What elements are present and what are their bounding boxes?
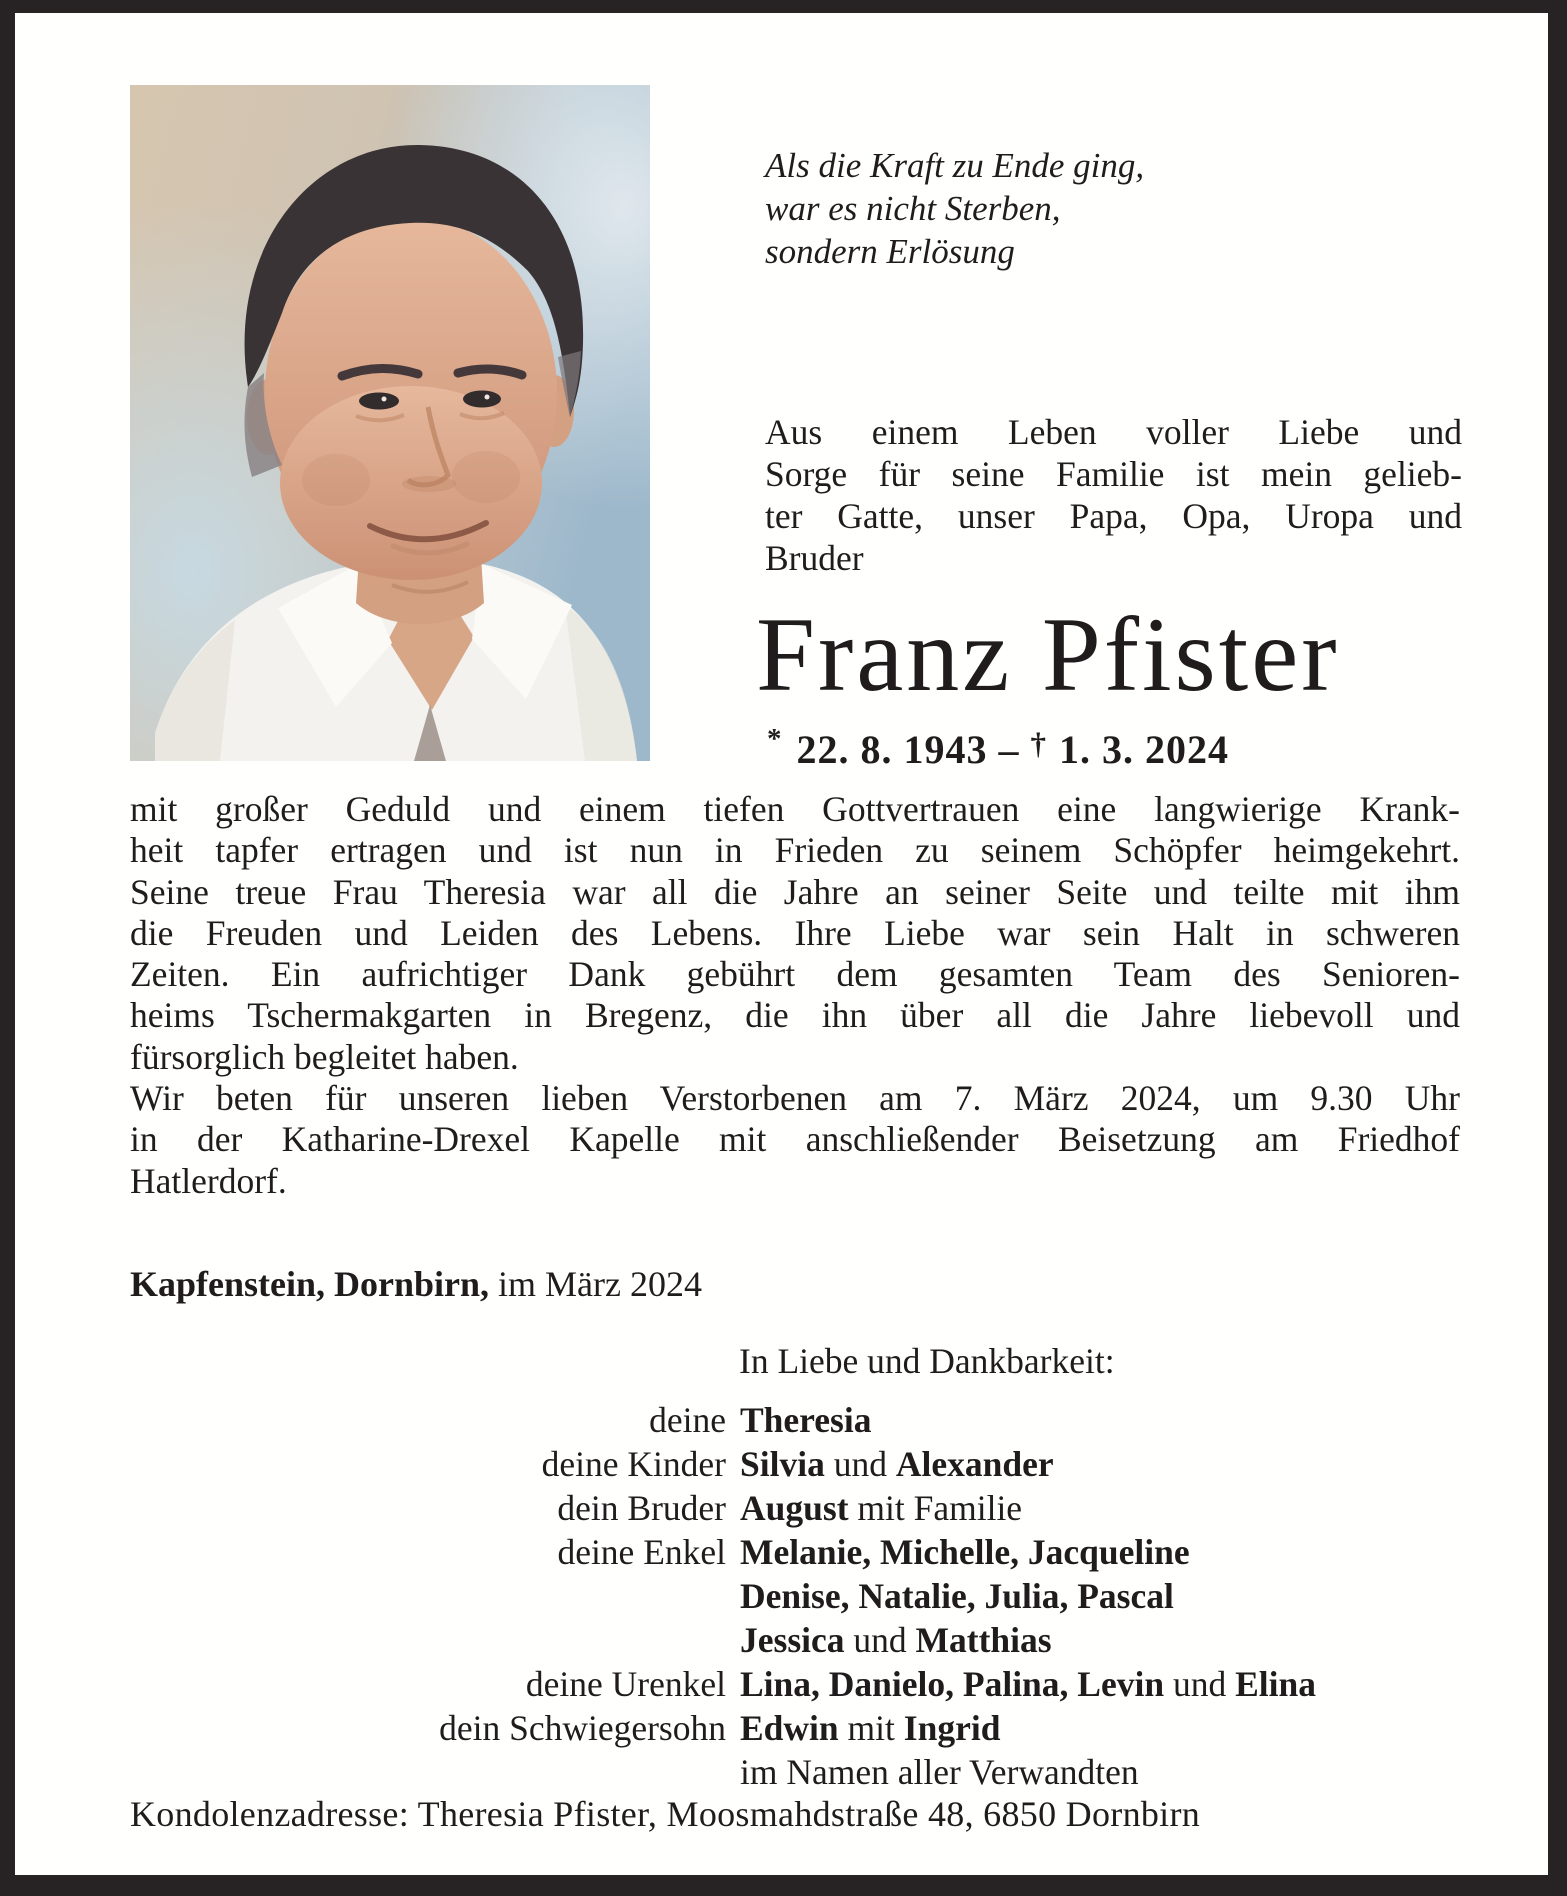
birth-star-symbol: *	[767, 723, 786, 755]
deceased-name: Franz Pfister	[756, 596, 1340, 713]
epigraph-line: sondern Erlösung	[765, 232, 1015, 271]
body-line: heit tapfer ertragen und ist nun in Frieden zu seinem Schöpfer heimgekehrt.	[130, 830, 1460, 871]
body-line: Zeiten. Ein aufrichtiger Dank gebührt dem gesamten Team des Senioren-	[130, 954, 1460, 995]
mourner-names: Jessica und Matthias	[740, 1620, 1052, 1660]
closing-heading: In Liebe und Dankbarkeit:	[739, 1341, 1115, 1381]
month-year: im März 2024	[489, 1264, 703, 1304]
epigraph-line: war es nicht Sterben,	[765, 189, 1061, 228]
body-line: Hatlerdorf.	[130, 1160, 287, 1201]
intro-line: ter Gatte, unser Papa, Opa, Uropa und	[765, 496, 1462, 536]
dates-separator: –	[998, 727, 1020, 772]
body-line: Seine treue Frau Theresia war all die Jahre an seiner Seite und teilte mit ihm	[130, 871, 1460, 912]
mourner-relation: deine Kinder	[541, 1444, 726, 1484]
obituary-paper	[15, 13, 1548, 1875]
mourner-names: Melanie, Michelle, Jacqueline	[740, 1532, 1190, 1572]
body-line: in der Katharine-Drexel Kapelle mit anschließender Beisetzung am Friedhof	[130, 1119, 1460, 1160]
epigraph-quote	[765, 144, 1144, 273]
mourner-names: Theresia	[740, 1400, 872, 1440]
mourner-relation	[130, 1750, 740, 1794]
epigraph-line: Als die Kraft zu Ende ging,	[765, 146, 1145, 185]
body-line: fürsorglich begleitet haben.	[130, 1036, 519, 1077]
death-dagger-symbol: †	[1030, 726, 1048, 761]
mourner-relation: dein Schwiegersohn	[439, 1708, 726, 1748]
condolence-address: Kondolenzadresse: Theresia Pfister, Moosmahdstraße 48, 6850 Dornbirn	[130, 1794, 1201, 1834]
mourner-names: im Namen aller Verwandten	[740, 1752, 1139, 1792]
life-dates	[767, 723, 1229, 773]
mourner-relation: deine Enkel	[557, 1532, 726, 1572]
mourner-relation: deine	[649, 1400, 726, 1440]
death-date: 1. 3. 2024	[1059, 727, 1229, 772]
mourner-names: Lina, Danielo, Palina, Levin und Elina	[740, 1664, 1316, 1704]
mourners-list	[130, 1398, 1316, 1794]
portrait-photo	[130, 85, 650, 761]
obituary-body	[130, 789, 1460, 1202]
intro-line: Aus einem Leben voller Liebe und	[765, 412, 1462, 452]
body-line: mit großer Geduld und einem tiefen Gottvertrauen eine langwierige Krank-	[130, 789, 1460, 829]
place-date-line	[130, 1263, 702, 1305]
mourner-names: August mit Familie	[740, 1488, 1023, 1528]
intro-paragraph	[765, 411, 1462, 579]
mourner-names: Denise, Natalie, Julia, Pascal	[740, 1576, 1174, 1616]
mourner-relation	[130, 1618, 740, 1662]
mourner-relation	[130, 1574, 740, 1618]
body-line: die Freuden und Leiden des Lebens. Ihre Liebe war sein Halt in schweren	[130, 912, 1460, 953]
birth-date: 22. 8. 1943	[796, 727, 988, 772]
mourner-relation: dein Bruder	[557, 1488, 726, 1528]
intro-line: Sorge für seine Familie ist mein gelieb-	[765, 454, 1462, 494]
mourner-names: Edwin mit Ingrid	[740, 1708, 1001, 1748]
body-line: heims Tschermakgarten in Bregenz, die ihn über all die Jahre liebevoll und	[130, 995, 1460, 1036]
portrait-photo-illustration	[130, 85, 650, 761]
place-names: Kapfenstein, Dornbirn,	[130, 1264, 490, 1304]
body-line: Wir beten für unseren lieben Verstorbenen am 7. März 2024, um 9.30 Uhr	[130, 1078, 1460, 1119]
mourner-relation: deine Urenkel	[525, 1664, 726, 1704]
intro-line: Bruder	[765, 538, 864, 578]
mourner-names: Silvia und Alexander	[740, 1444, 1054, 1484]
